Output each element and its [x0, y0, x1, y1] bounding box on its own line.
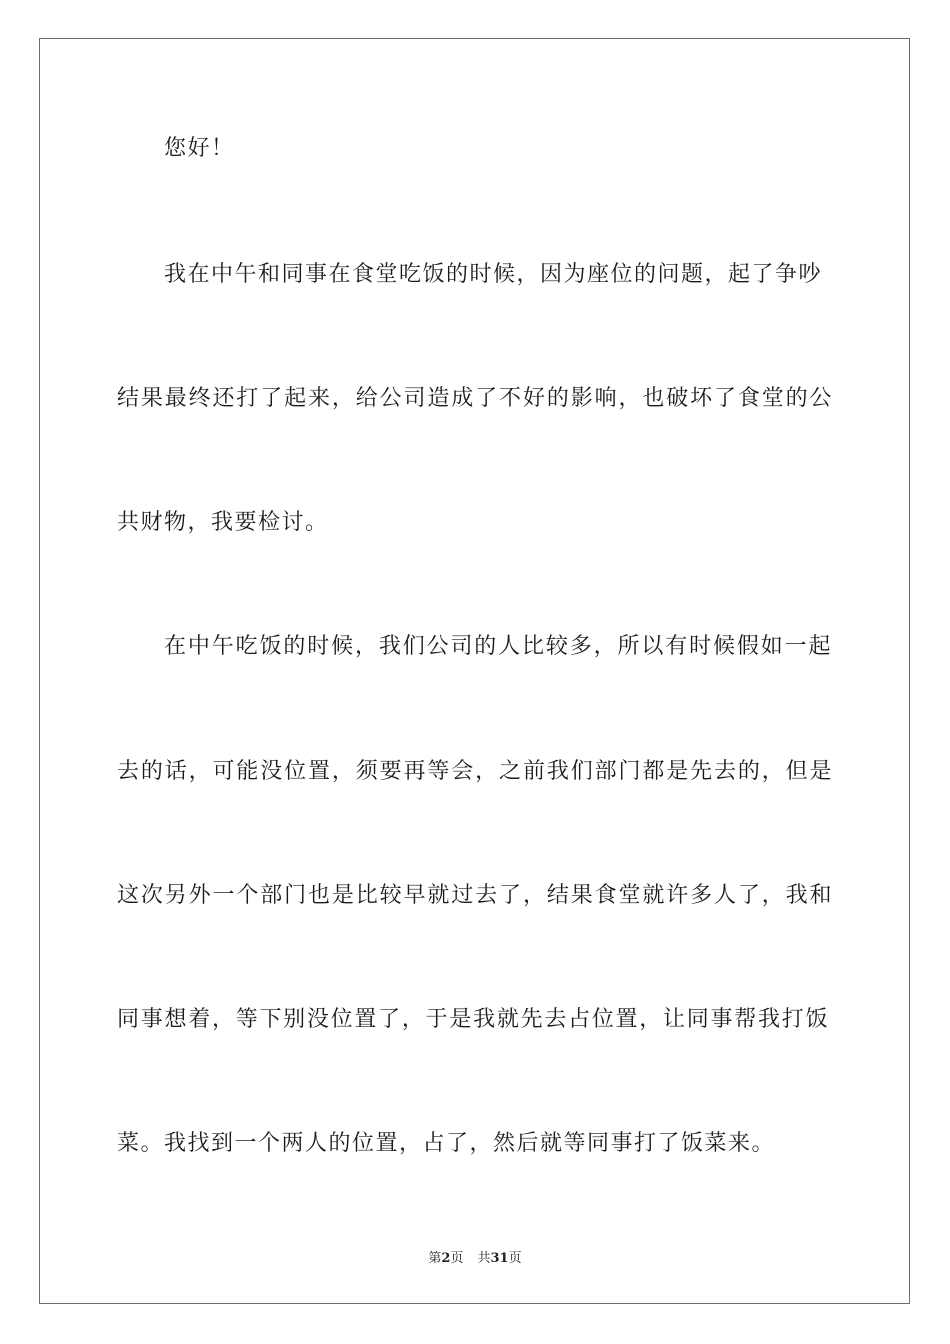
total-pages: 31 [490, 1251, 509, 1266]
greeting-line: 您好！ [164, 136, 235, 161]
paragraph-2-line-1: 在中午吃饭的时候，我们公司的人比较多，所以有时候假如一起 [164, 634, 832, 659]
paragraph-1-line-1: 我在中午和同事在食堂吃饭的时候，因为座位的问题，起了争吵 [164, 262, 823, 287]
paragraph-2-line-4: 同事想着，等下别没位置了，于是我就先去占位置，让同事帮我打饭 [117, 1007, 829, 1032]
page-number: 2 [441, 1251, 451, 1266]
paragraph-1-line-2: 结果最终还打了起来，给公司造成了不好的影响，也破坏了食堂的公 [117, 386, 833, 411]
paragraph-1-line-3: 共财物，我要检讨。 [117, 510, 329, 535]
page-frame [39, 38, 910, 1304]
page-footer [0, 1247, 950, 1266]
total-suffix: 页 [508, 1251, 522, 1266]
page-suffix: 页 [450, 1251, 464, 1266]
paragraph-2-line-2: 去的话，可能没位置，须要再等会，之前我们部门都是先去的，但是 [117, 759, 833, 784]
paragraph-2-line-5: 菜。我找到一个两人的位置，占了，然后就等同事打了饭菜来。 [117, 1131, 776, 1156]
total-prefix: 共 [477, 1251, 491, 1266]
paragraph-2-line-3: 这次另外一个部门也是比较早就过去了，结果食堂就许多人了，我和 [117, 883, 833, 908]
page-prefix: 第 [428, 1251, 442, 1266]
